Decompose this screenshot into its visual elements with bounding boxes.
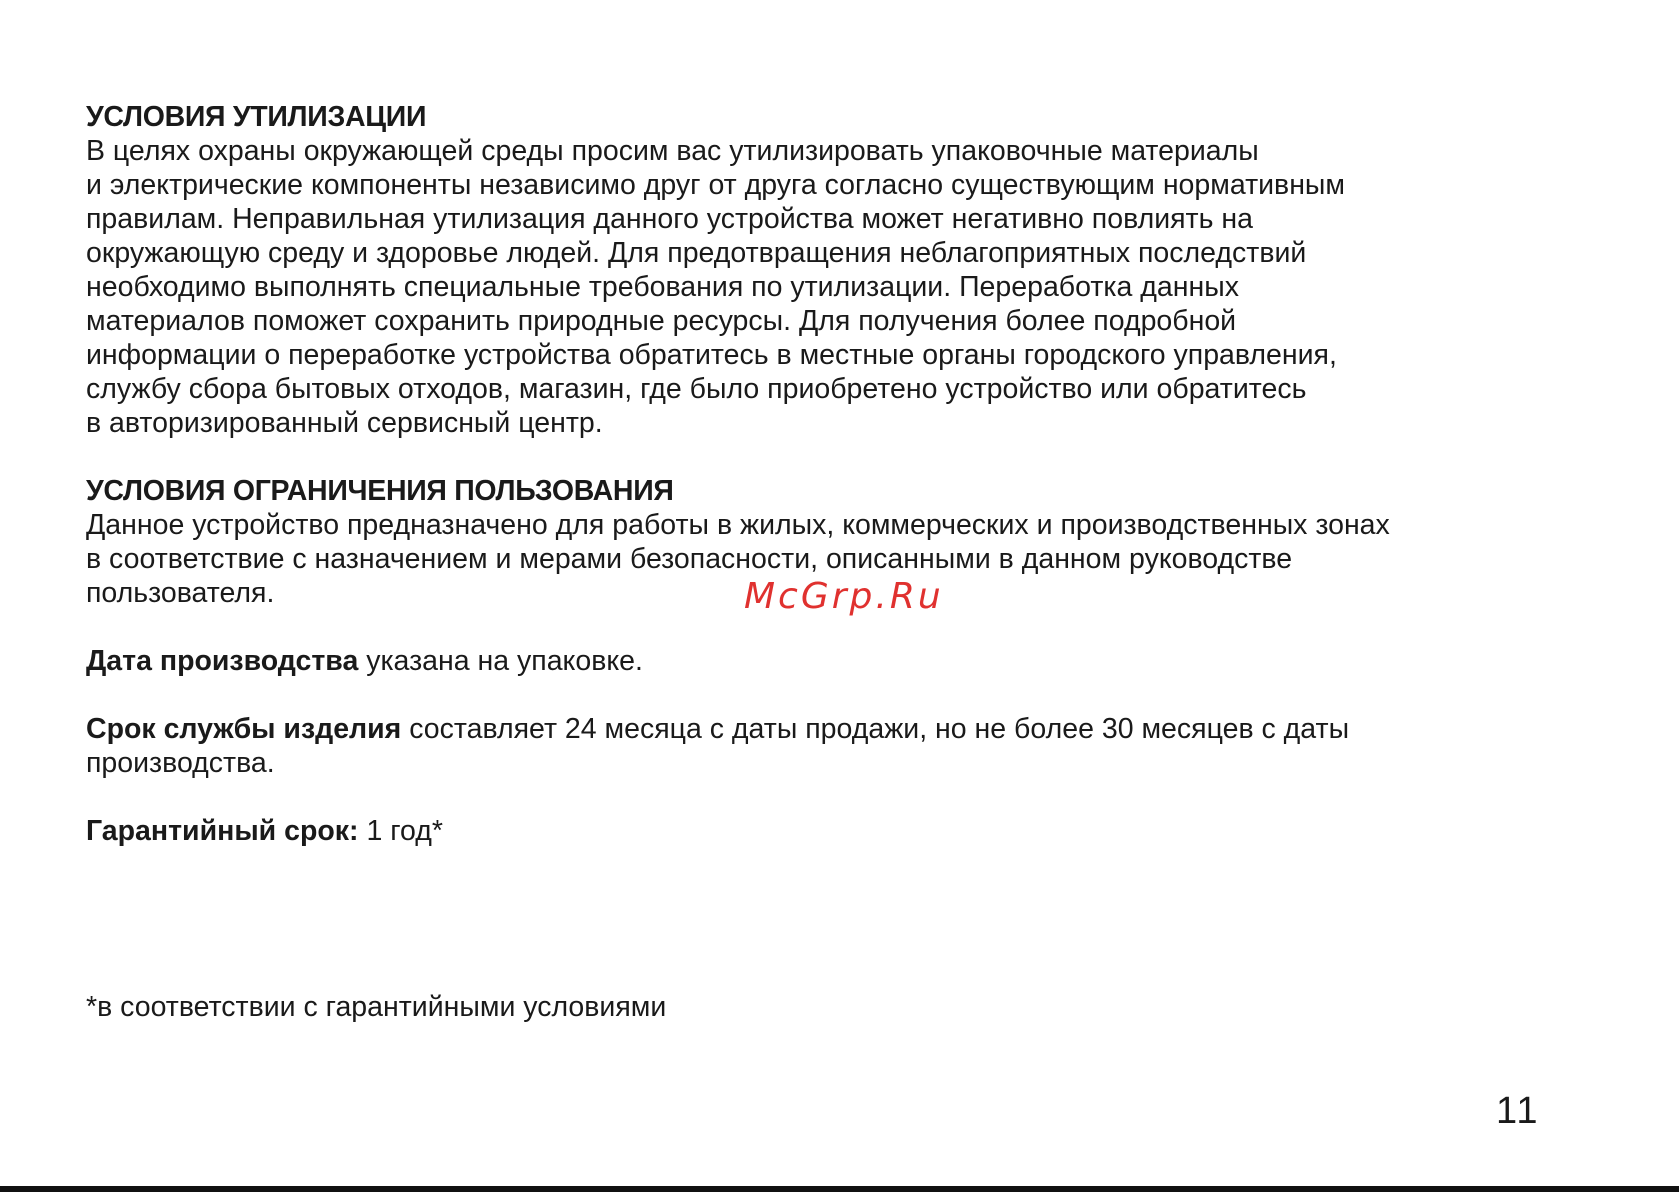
restrictions-line: пользователя. xyxy=(86,577,275,609)
disposal-line: и электрические компоненты независимо друг от друга согласно существующим нормативным xyxy=(86,169,1346,201)
disposal-line: необходимо выполнять специальные требования по утилизации. Переработка данных xyxy=(86,271,1239,303)
production-date-label: Дата производства xyxy=(86,645,359,677)
service-life-text: составляет 24 месяца с даты продажи, но не более 30 месяцев с даты xyxy=(401,713,1350,745)
production-date-paragraph xyxy=(86,644,1646,678)
disposal-line: службу сбора бытовых отходов, магазин, где было приобретено устройство или обратитесь xyxy=(86,373,1307,405)
warranty-label: Гарантийный срок: xyxy=(86,815,359,847)
bottom-divider xyxy=(0,1186,1679,1192)
restrictions-heading: УСЛОВИЯ ОГРАНИЧЕНИЯ ПОЛЬЗОВАНИЯ xyxy=(86,475,674,507)
service-life-line2: производства. xyxy=(86,747,275,779)
restrictions-line: Данное устройство предназначено для работы в жилых, коммерческих и производственных зонах xyxy=(86,509,1390,541)
disposal-line: материалов поможет сохранить природные ресурсы. Для получения более подробной xyxy=(86,305,1237,337)
page-number: 11 xyxy=(1496,1090,1540,1132)
disposal-line: окружающую среду и здоровье людей. Для предотвращения неблагоприятных последствий xyxy=(86,237,1307,269)
spacer xyxy=(86,678,1646,712)
production-date-text: указана на упаковке. xyxy=(358,645,643,677)
restrictions-line: в соответствие с назначением и мерами безопасности, описанными в данном руководстве xyxy=(86,543,1293,575)
service-life-label: Срок службы изделия xyxy=(86,713,402,745)
spacer xyxy=(86,780,1646,814)
disposal-line: В целях охраны окружающей среды просим вас утилизировать упаковочные материалы xyxy=(86,135,1259,167)
warranty-paragraph xyxy=(86,814,1646,848)
document-page xyxy=(86,100,1646,848)
disposal-line: правилам. Неправильная утилизация данного устройства может негативно повлиять на xyxy=(86,203,1253,235)
footnote: *в соответствии с гарантийными условиями xyxy=(86,991,667,1023)
service-life-paragraph xyxy=(86,712,1646,746)
warranty-text: 1 год* xyxy=(358,815,443,847)
spacer xyxy=(86,440,1646,474)
disposal-line: в авторизированный сервисный центр. xyxy=(86,407,603,439)
disposal-line: информации о переработке устройства обратитесь в местные органы городского управления, xyxy=(86,339,1337,371)
disposal-section xyxy=(86,100,1646,440)
disposal-heading: УСЛОВИЯ УТИЛИЗАЦИИ xyxy=(86,101,427,133)
watermark-logo: McGrp.Ru xyxy=(744,576,944,617)
